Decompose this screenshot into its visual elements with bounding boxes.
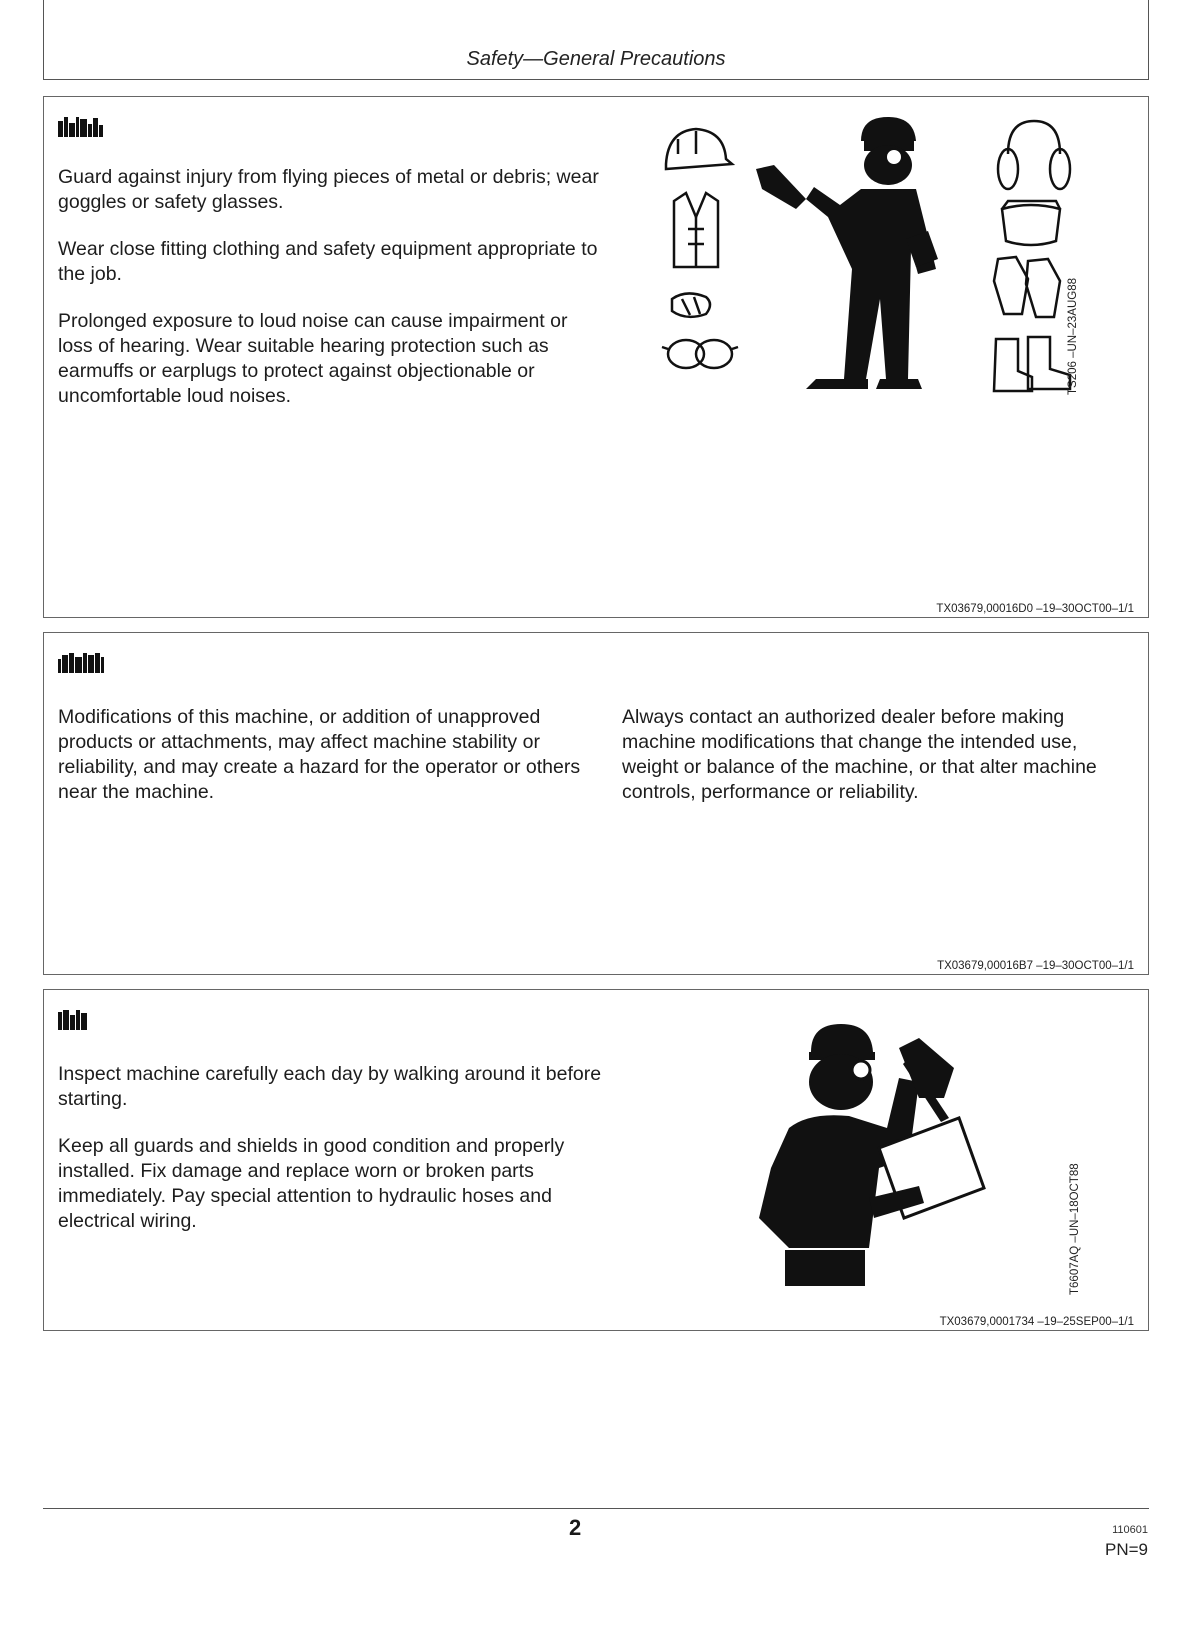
boots-icon <box>994 337 1070 391</box>
worker-silhouette-icon <box>756 117 938 389</box>
earmuffs-icon <box>998 121 1070 189</box>
hard-hat-icon <box>666 129 732 169</box>
paragraph: Keep all guards and shields in good condition and properly installed. Fix damage and replace worn or broken parts immediately. Pay special attention to hydraulic hoses and electrical wiring. <box>58 1135 565 1232</box>
reference-code: TX03679,0001734 –19–25SEP00–1/1 <box>939 1316 1134 1328</box>
paragraph: Inspect machine carefully each day by walking around it before starting. <box>58 1063 602 1110</box>
page-pn: PN=9 <box>1105 1540 1148 1559</box>
figure-code: T6607AQ –UN–18OCT88 <box>1069 1163 1081 1295</box>
section-inspect-machine <box>43 989 1149 1331</box>
earplugs-icon <box>672 293 710 316</box>
reference-code: TX03679,00016B7 –19–30OCT00–1/1 <box>937 960 1134 972</box>
footer-code: 110601 <box>1112 1524 1148 1536</box>
inspector-illustration <box>749 1018 999 1288</box>
goggles-icon <box>662 340 738 368</box>
section-heading-glyph <box>58 1008 87 1030</box>
figure-code: TS206 –UN–23AUG88 <box>1067 278 1079 395</box>
header-divider <box>43 79 1149 80</box>
section-machine-modifications <box>43 632 1149 975</box>
safety-vest-icon <box>674 193 718 267</box>
paragraph: Prolonged exposure to loud noise can cause impairment or loss of hearing. Wear suitable hearing protection such as earmuffs or earplugs to protect against objectionable or uncomfortable loud noises. <box>58 310 568 407</box>
reference-code: TX03679,00016D0 –19–30OCT00–1/1 <box>936 603 1134 615</box>
paragraph: Always contact an authorized dealer before making machine modifications that change the intended use, weight or balance of the machine, or that alter machine controls, performance or reliability. <box>622 706 1097 803</box>
paragraph: Modifications of this machine, or addition of unapproved products or attachments, may affect machine stability or reliability, and may create a hazard for the operator or others near the machine. <box>58 706 581 803</box>
page-title: Safety—General Precautions <box>466 48 726 70</box>
section-heading-glyph <box>58 115 103 137</box>
paragraph: Guard against injury from flying pieces of metal or debris; wear goggles or safety glasses. <box>58 166 599 213</box>
protective-equipment-illustration <box>656 109 1126 409</box>
gloves-icon <box>994 257 1060 317</box>
paragraph: Wear close fitting clothing and safety equipment appropriate to the job. <box>58 238 598 285</box>
face-shield-icon <box>1002 201 1060 245</box>
section-protective-equipment <box>43 96 1149 618</box>
footer-divider <box>43 1508 1149 1509</box>
page-number: 2 <box>569 1515 582 1540</box>
section-heading-glyph <box>58 651 104 673</box>
